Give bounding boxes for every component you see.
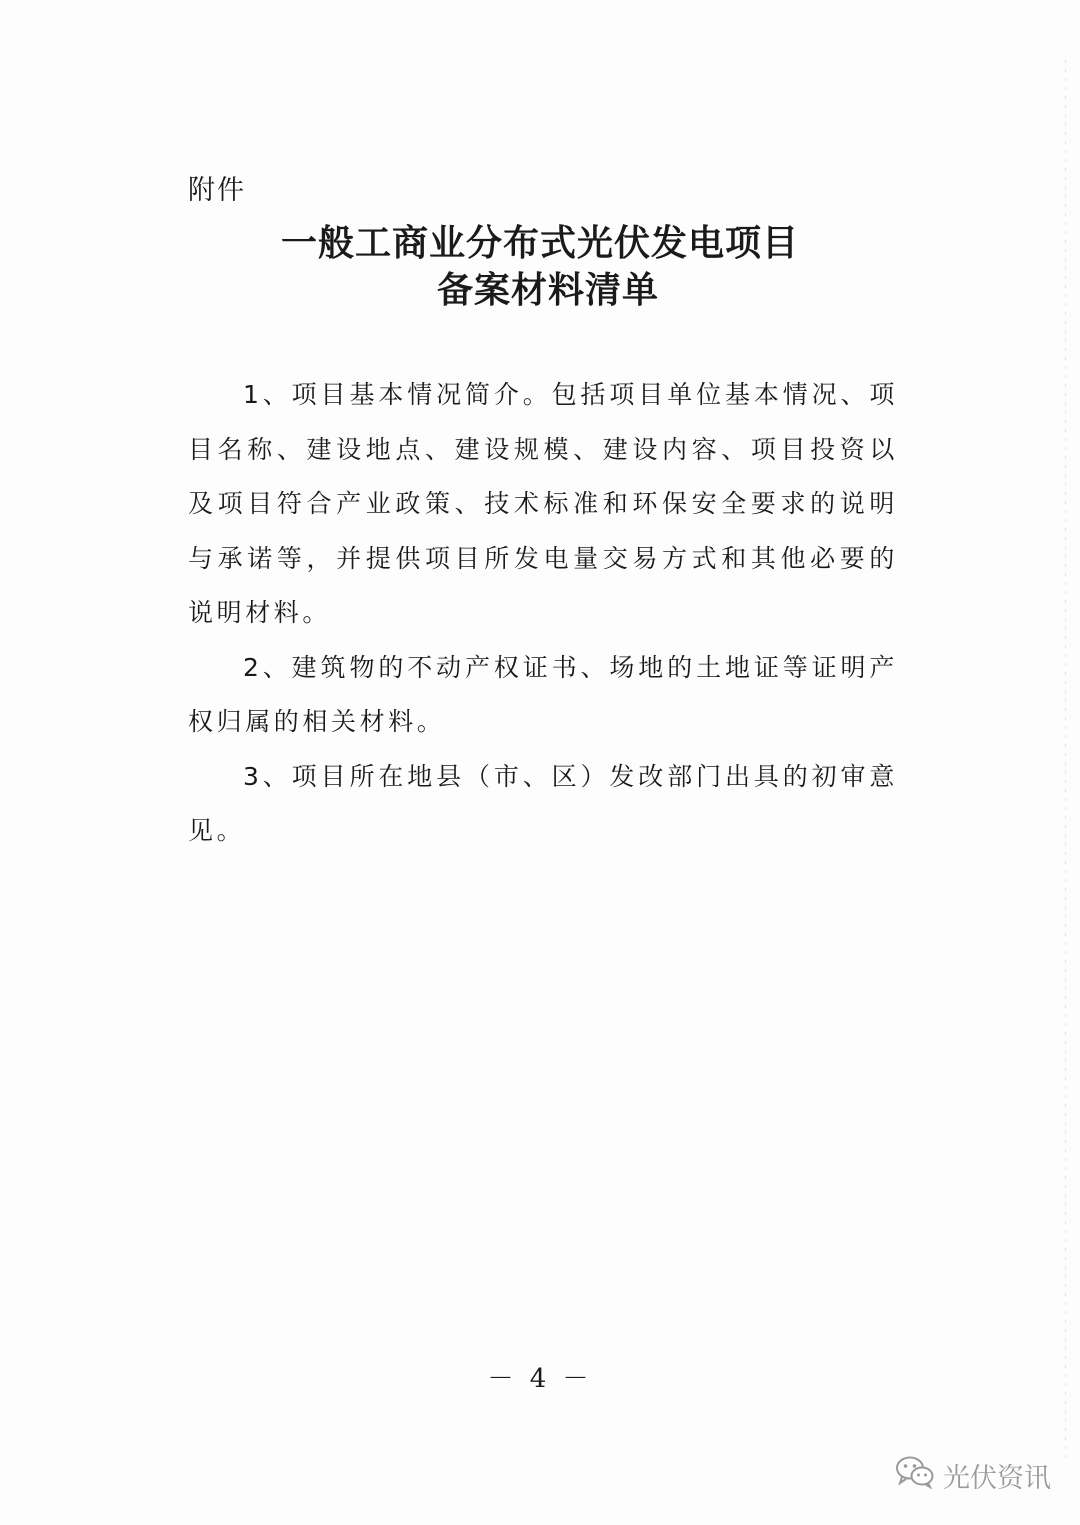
attachment-label: 附件: [188, 175, 246, 206]
list-item-3: 3、项目所在地县（市、区）发改部门出具的初审意见。: [188, 761, 898, 845]
list-item-1: 1、项目基本情况简介。包括项目单位基本情况、项目名称、建设地点、建设规模、建设内容、项目投资以及项目符合产业政策、技术标准和环保安全要求的说明与承诺等，并提供项目所发电量交易方式和其他必要的说明材料。: [188, 380, 898, 627]
document-title-line1: 一般工商业分布式光伏发电项目: [280, 222, 799, 264]
page-number: － 4 －: [487, 1364, 593, 1394]
wechat-icon: [895, 1455, 935, 1496]
watermark-text: 光伏资讯: [943, 1463, 1051, 1494]
document-title-line2: 备案材料清单: [436, 269, 659, 311]
document-body: [188, 368, 898, 859]
watermark: [895, 1455, 1051, 1496]
list-item-2: 2、建筑物的不动产权证书、场地的土地证等证明产权归属的相关材料。: [188, 652, 898, 736]
